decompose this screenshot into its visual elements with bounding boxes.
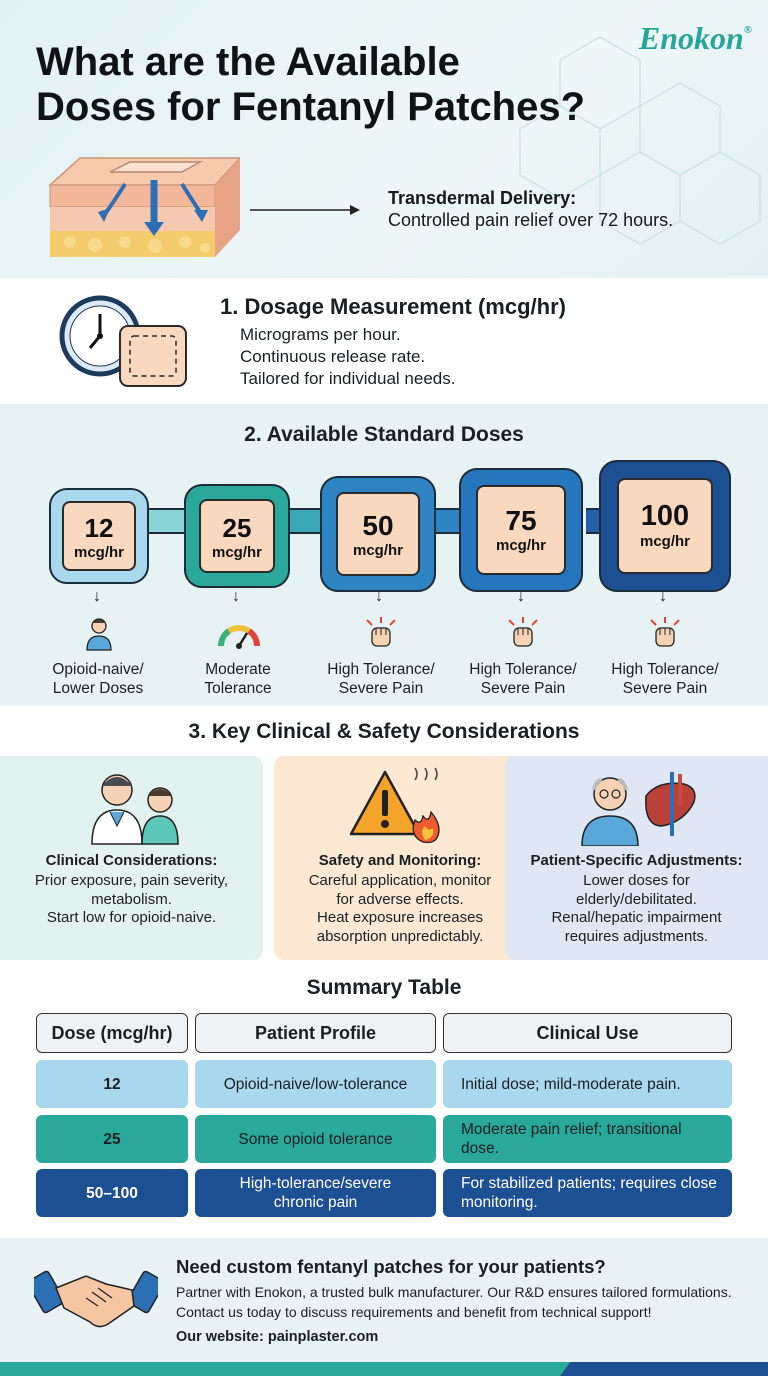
- dose-label: Opioid-naive/ Lower Doses: [52, 661, 144, 697]
- table-cell-use: Moderate pain relief; transitional dose.: [443, 1115, 732, 1163]
- card-title: Patient-Specific Adjustments:: [530, 852, 743, 869]
- dose-label: High Tolerance/ Severe Pain: [611, 661, 719, 697]
- dose-patch: [617, 478, 713, 574]
- dose-unit: mcg/hr: [352, 542, 403, 559]
- table-cell-dose: 25: [36, 1115, 188, 1163]
- dose-value: 25: [222, 513, 252, 543]
- table-title: Summary Table: [306, 976, 462, 999]
- footer-title: Need custom fentanyl patches for your patients?: [176, 1256, 606, 1277]
- table-cell-use: Initial dose; mild-moderate pain.: [443, 1060, 732, 1108]
- dose-card-75: [459, 468, 583, 592]
- dose-patch: [62, 501, 136, 571]
- section1-title: 1. Dosage Measurement (mcg/hr): [220, 294, 566, 319]
- brand-name: Enokon: [638, 20, 744, 56]
- section1-line: Continuous release rate.: [240, 347, 426, 366]
- down-arrow-icon: ↓: [232, 588, 240, 605]
- dose-card-100: [599, 460, 731, 592]
- clock-patch-icon: [58, 292, 198, 392]
- dose-unit: mcg/hr: [73, 544, 124, 561]
- table-header: Patient Profile: [195, 1013, 436, 1053]
- card-body: Lower doses for elderly/debilitated. Renal/hepatic impairment requires adjustments.: [551, 872, 722, 945]
- dose-patch: [336, 492, 420, 576]
- handshake-icon: [34, 1258, 158, 1332]
- dose-label: High Tolerance/ Severe Pain: [327, 661, 435, 697]
- section1-line: Tailored for individual needs.: [240, 369, 456, 388]
- dose-value: 12: [84, 513, 114, 543]
- table-cell-profile: Some opioid tolerance: [195, 1115, 436, 1163]
- dose-card-50: [320, 476, 436, 592]
- down-arrow-icon: ↓: [375, 588, 383, 605]
- dose-card-25: [184, 484, 290, 588]
- table-header: Dose (mcg/hr): [36, 1013, 188, 1053]
- table-cell-use: For stabilized patients; requires close monitoring.: [443, 1169, 732, 1217]
- delivery-title: Transdermal Delivery:: [388, 188, 577, 208]
- dose-card-12: [49, 488, 149, 584]
- website-link[interactable]: painplaster.com: [267, 1329, 379, 1345]
- pain-fist-icon: [363, 616, 399, 652]
- dose-value: 75: [505, 505, 537, 536]
- pain-fist-icon: [647, 616, 683, 652]
- bottom-stripe: [0, 1362, 768, 1376]
- warning-fire-icon: [274, 766, 526, 851]
- brand-logo: Enokon®: [638, 20, 752, 56]
- down-arrow-icon: ↓: [517, 588, 525, 605]
- footer-website: [176, 1329, 378, 1345]
- section2-title: 2. Available Standard Doses: [244, 423, 524, 446]
- card-title: Safety and Monitoring:: [318, 852, 482, 869]
- doctor-patient-icon: [0, 766, 263, 851]
- dose-unit: mcg/hr: [495, 537, 546, 554]
- card-body: Careful application, monitor for adverse effects. Heat exposure increases absorption unpredictably.: [308, 872, 492, 945]
- dose-value: 100: [640, 500, 690, 532]
- delivery-arrow-icon: [250, 204, 362, 216]
- person-icon: [84, 616, 114, 652]
- dose-label: High Tolerance/ Severe Pain: [469, 661, 577, 697]
- title-line-2: Doses for Fentanyl Patches?: [36, 85, 586, 129]
- footer-line: Partner with Enokon, a trusted bulk manufacturer. Our R&D ensures tailored formulations.: [176, 1284, 732, 1300]
- pain-fist-icon: [505, 616, 541, 652]
- table-header: Clinical Use: [443, 1013, 732, 1053]
- down-arrow-icon: ↓: [93, 588, 101, 605]
- card-title: Clinical Considerations:: [45, 852, 218, 869]
- skin-patch-illustration: [40, 150, 240, 265]
- down-arrow-icon: ↓: [659, 588, 667, 605]
- table-cell-profile: Opioid-naive/low-tolerance: [195, 1060, 436, 1108]
- elderly-liver-icon: [505, 766, 768, 851]
- dose-unit: mcg/hr: [211, 544, 262, 561]
- table-cell-profile: High-tolerance/severe chronic pain: [195, 1169, 436, 1217]
- safety-monitoring-card: [274, 756, 526, 960]
- dose-patch: [199, 499, 275, 573]
- section3-title: 3. Key Clinical & Safety Considerations: [188, 720, 580, 743]
- dose-patch: [476, 485, 566, 575]
- website-label: Our website:: [176, 1329, 264, 1345]
- card-body: Prior exposure, pain severity, metabolism. Start low for opioid-naive.: [34, 872, 229, 926]
- gauge-icon: [216, 616, 262, 652]
- table-cell-dose: 12: [36, 1060, 188, 1108]
- title-line-1: What are the Available: [36, 40, 460, 84]
- page-title: [36, 40, 636, 130]
- section1-line: Micrograms per hour.: [240, 325, 401, 344]
- dose-value: 50: [362, 510, 394, 541]
- delivery-text: Controlled pain relief over 72 hours.: [388, 210, 674, 230]
- dose-unit: mcg/hr: [639, 533, 690, 550]
- clinical-considerations-card: [0, 756, 263, 960]
- footer-line: Contact us today to discuss requirements and benefit from technical support!: [176, 1304, 652, 1320]
- dose-label: Moderate Tolerance: [204, 661, 272, 697]
- patient-adjustments-card: [505, 756, 768, 960]
- table-cell-dose: 50–100: [36, 1169, 188, 1217]
